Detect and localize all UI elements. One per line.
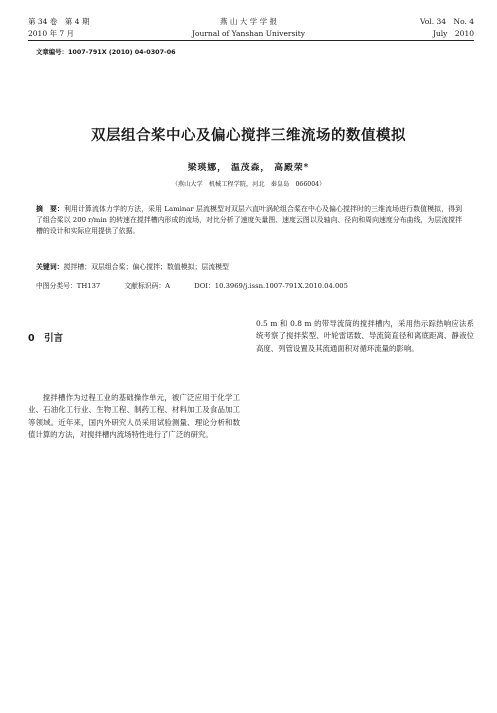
doi: DOI：10.3969/j.issn.1007-791X.2010.04.005 [194,282,348,290]
article-number: 文章编号：1007-791X (2010) 04-0307-06 [36,48,176,56]
journal-date-en: July 2010 [432,29,474,38]
author-affiliation: （燕山大学 机械工程学院，河北 秦皇岛 066004） [171,181,326,188]
journal-volume-en: Vol. 34 No. 4 [420,17,474,26]
classification-line [36,280,462,290]
header-rule [28,40,474,41]
journal-volume: 第 34 卷 第 4 期 [28,17,90,26]
clc-number: 中图分类号：TH137 [36,282,101,290]
journal-name-cn: 燕 山 大 学 学 报 [220,17,277,26]
author-list: 梁瑛娜， 温茂森， 高殿荣* [187,163,310,173]
abstract [36,204,462,237]
body-column-left [28,392,240,441]
document-code: 文献标识码：A [124,282,171,290]
keywords-label: 关键词： [36,263,64,271]
abstract-label: 摘 要： [36,205,65,213]
abstract-text: 利用计算流体力学的方法，采用 Laminar 层流模型对双层六直叶涡轮组合桨在中心及偏心搅拌时的三维流场进行数值模拟，得到了组合桨以 200 r/min 的转速在搅拌槽内形成的流场，对比分析了速度矢量图、速度云图以及轴向、径向和周向速度分布曲线，为层流搅拌槽的设计和实际应用提供了依据。 [36,205,463,235]
journal-name-en: Journal of Yanshan University [191,29,306,38]
paper-title: 双层组合桨中心及偏心搅拌三维流场的数值模拟 [91,127,406,144]
keywords [36,261,462,273]
intro-paragraph: 搅拌槽作为过程工业的基础操作单元，被广泛应用于化学工业、石油化工行业、生物工程、制药工程、材料加工及食品加工等领域。近年来，国内外研究人员采用试验测量、理论分析和数值计算的方法，对搅拌槽内流场特性进行了广泛的研究。 [28,393,240,439]
keywords-text: 搅拌槽；双层组合桨；偏心搅拌；数值模拟；层流模型 [63,263,229,271]
right-column-paragraph: 0.5 m 和 0.8 m 的带导流筒的搅拌槽内，采用热示踪热响应法系统考察了搅拌桨型、叶轮雷诺数、导流筒直径和离底距离、静液位高度、列管设置及其流通面积对循环流量的影响。 [256,319,474,353]
journal-date: 2010 年 7 月 [28,29,75,38]
body-column-right [256,318,474,355]
section-heading-introduction: 0 引言 [28,333,64,344]
